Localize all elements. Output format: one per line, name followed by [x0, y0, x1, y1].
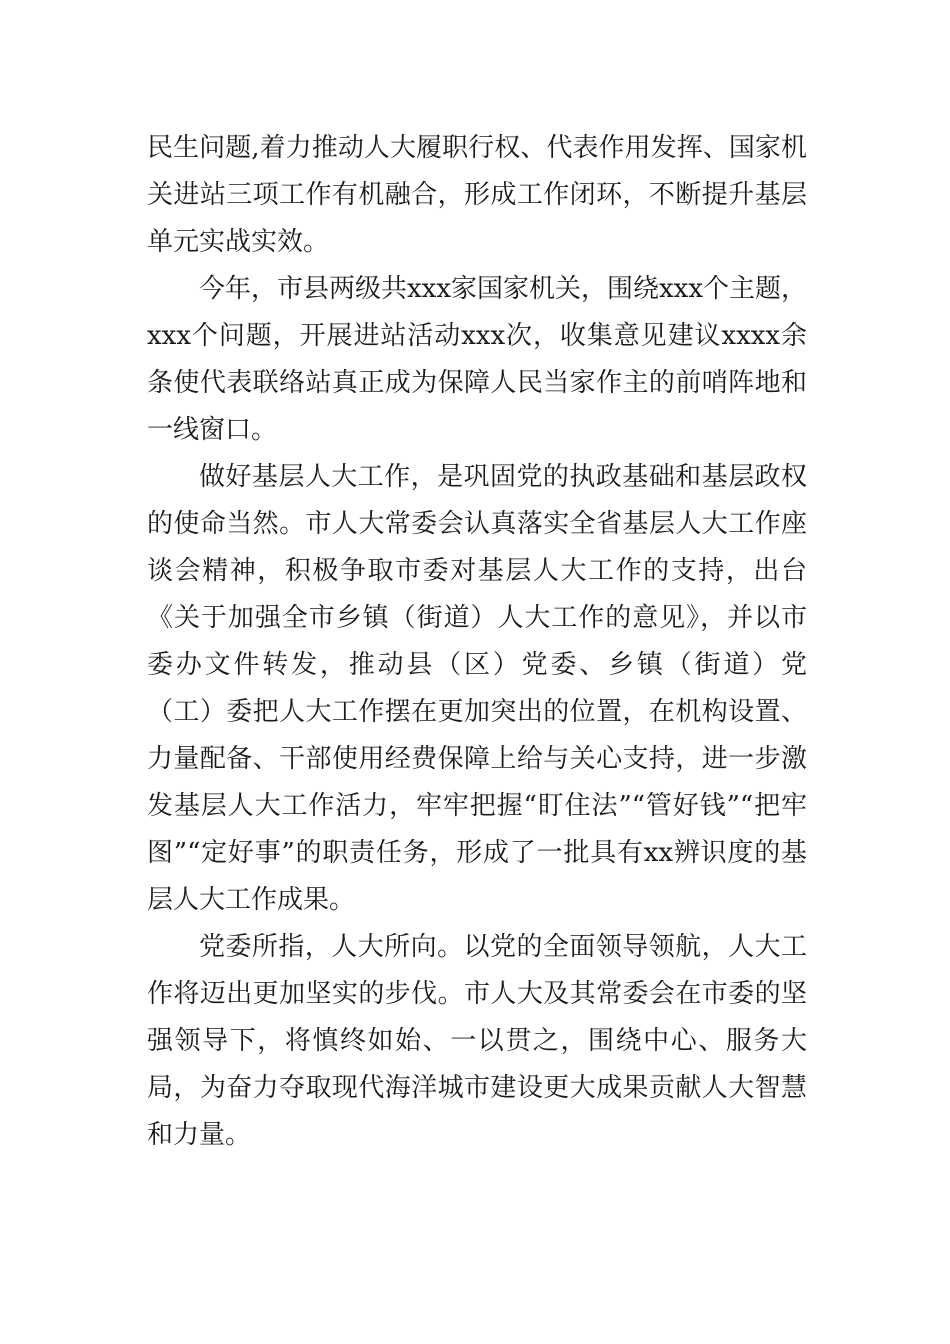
- paragraph-4: 党委所指，人大所向。以党的全面领导领航，人大工作将迈出更加坚实的步伐。市人大及其常委会在市委的坚强领导下，将慎终如始、一以贯之，围绕中心、服务大局，为奋力夺取现代海洋城市建设更大成果贡献人大智慧和力量。: [147, 932, 807, 1150]
- paragraph-3: 做好基层人大工作，是巩固党的执政基础和基层政权的使命当然。市人大常委会认真落实全省基层人大工作座谈会精神，积极争取市委对基层人大工作的支持，出台《关于加强全市乡镇（街道）人大工作的意见》，并以市委办文件转发，推动县（区）党委、乡镇（街道）党（工）委把人大工作摆在更加突出的位置，在机构设置、力量配备、干部使用经费保障上给与关心支持，进一步激发基层人大工作活力，牢牢把握“盯住法”“管好钱”“把牢图”“定好事”的职责任务，形成了一批具有xx辨识度的基层人大工作成果。: [147, 462, 807, 915]
- document-body: [147, 125, 807, 1159]
- paragraph-1: 民生问题,着力推动人大履职行权、代表作用发挥、国家机关进站三项工作有机融合，形成工作闭环，不断提升基层单元实战实效。: [147, 133, 807, 257]
- paragraph-2: 今年，市县两级共xxx家国家机关，围绕xxx个主题，xxx个问题，开展进站活动xxx次，收集意见建议xxxx余条使代表联络站真正成为保障人民当家作主的前哨阵地和一线窗口。: [147, 274, 807, 445]
